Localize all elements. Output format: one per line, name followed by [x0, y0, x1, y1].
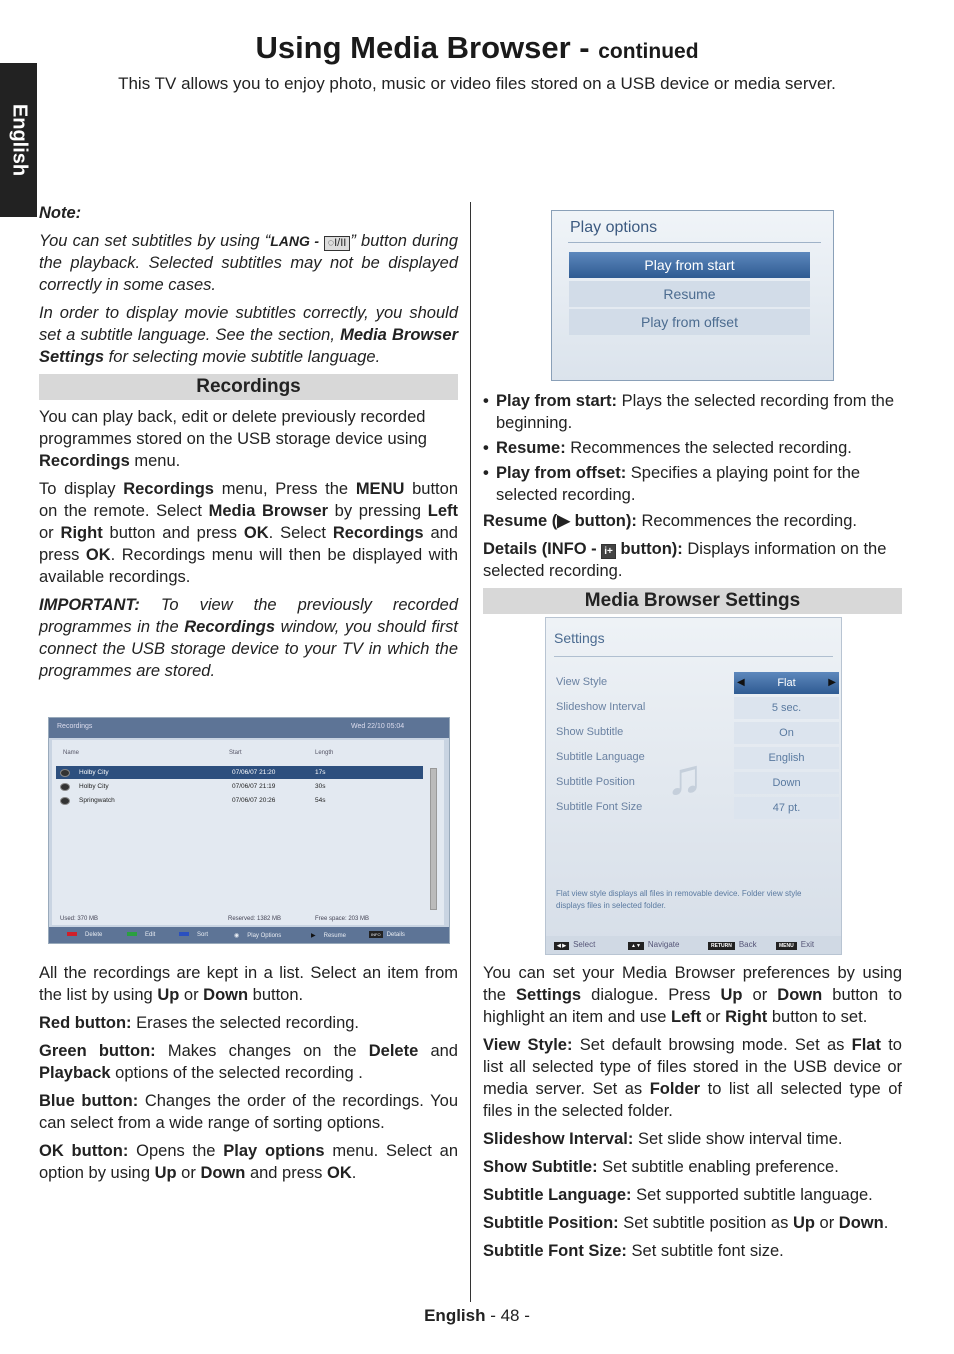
- play-option-desc-2: • Play from offset: Specifies a playing point for the selected recording.: [483, 462, 902, 506]
- settings-desc-0: You can set your Media Browser preferences by using the Settings dialogue. Press Up or Down button to highlight an item and use Left or Right button to set.: [483, 964, 902, 1026]
- details-button[interactable]: INFO Details: [371, 932, 405, 938]
- settings-descriptions: [483, 962, 902, 1268]
- setting-value[interactable]: Down: [734, 772, 839, 794]
- settings-title: Settings: [554, 630, 605, 646]
- table-row[interactable]: [56, 794, 423, 807]
- settings-desc-3: Show Subtitle: Set subtitle enabling preference.: [483, 1158, 839, 1176]
- play-key-icon: ▶: [311, 933, 316, 939]
- recordings-desc-4: OK button: Opens the Play options menu. Select an option by using Up or Down and press OK.: [39, 1142, 459, 1182]
- recordings-screenshot: [48, 717, 450, 944]
- setting-label: View Style: [556, 676, 608, 688]
- green-key-icon: [127, 932, 137, 936]
- cell-start: 07/06/07 20:26: [232, 797, 276, 804]
- play-options-title: Play options: [570, 219, 658, 236]
- recordings-desc-2: Green button: Makes changes on the Delete and Playback options of the selected recording .: [39, 1042, 458, 1082]
- cell-length: 54s: [315, 797, 326, 804]
- play-from-start-option[interactable]: Play from start: [569, 252, 810, 278]
- table-row[interactable]: [56, 780, 423, 793]
- settings-desc-1: View Style: Set default browsing mode. Set as Flat to list all selected type of files stored in the USB device or media server. Set as Folder to list all selected type of files in the selected folder.: [483, 1036, 902, 1120]
- resume-desc: Resume (▶ button): Recommences the recording.: [483, 512, 857, 530]
- recordings-desc-1: Red button: Erases the selected recording.: [39, 1014, 360, 1032]
- rec-list: Name Start Length Holby City 07/06/07 21:20 17s Holby City 07/06/07 21:19 30s Springwatch 07/06/07 20:26 54s Used: 370 MB Reserved: 1382 MB Free space: 203 MB: [52, 740, 444, 925]
- resume-button[interactable]: ▶ Resume: [311, 933, 346, 939]
- record-icon: [60, 797, 70, 805]
- setting-value[interactable]: On: [734, 722, 839, 744]
- setting-label: Subtitle Font Size: [556, 801, 643, 813]
- column-divider: [470, 202, 471, 1302]
- rec-button-bar: [49, 927, 449, 943]
- left-arrow-icon: ◀: [737, 677, 745, 688]
- sort-button[interactable]: Sort: [179, 932, 208, 938]
- recordings-desc-0: All the recordings are kept in a list. Select an item from the list by using Up or Down button.: [39, 964, 458, 1004]
- settings-screenshot: [545, 617, 842, 955]
- footer-select-button[interactable]: ◀ ▶ Select: [554, 940, 595, 950]
- rec-scrollbar[interactable]: [430, 768, 437, 910]
- record-icon: [60, 783, 70, 791]
- play-options-button[interactable]: ◉ Play Options: [234, 933, 282, 939]
- footer-navigate-button[interactable]: ▲▼ Navigate: [628, 940, 679, 950]
- recordings-para-1: You can play back, edit or delete previously recorded programmes stored on the USB storage device using Recordings menu.: [39, 408, 427, 470]
- language-tab: English: [0, 63, 37, 217]
- cell-start: 07/06/07 21:19: [232, 783, 276, 790]
- rec-header: Recordings Wed 22/10 05:04: [49, 718, 449, 738]
- cell-name: Holby City: [79, 783, 109, 790]
- settings-footer: [546, 936, 841, 954]
- note-label: Note:: [39, 204, 82, 222]
- table-row[interactable]: [56, 766, 423, 779]
- cell-start: 07/06/07 21:20: [232, 769, 276, 776]
- right-arrow-icon: ▶: [828, 677, 836, 688]
- play-option-desc-0: • Play from start: Plays the selected recording from the beginning.: [483, 390, 902, 434]
- recordings-heading: Recordings: [39, 374, 458, 400]
- note-para-1: You can set subtitles by using “LANG - ◌I/II ” button during the playback. Selected subtitles may not be displayed correctly in some cases.: [39, 232, 458, 294]
- info-key-icon: INFO: [371, 932, 381, 937]
- play-options-list: [483, 390, 902, 506]
- setting-value[interactable]: Flat ◀ ▶: [734, 672, 839, 694]
- setting-label: Slideshow Interval: [556, 701, 646, 713]
- footer-exit-button[interactable]: MENU Exit: [776, 940, 814, 950]
- recordings-desc-3: Blue button: Changes the order of the recordings. You can select from a wide range of sorting options.: [39, 1092, 459, 1132]
- settings-desc-4: Subtitle Language: Set supported subtitle language.: [483, 1186, 873, 1204]
- settings-desc-2: Slideshow Interval: Set slide show interval time.: [483, 1130, 843, 1148]
- footer-back-button[interactable]: RETURN Back: [708, 940, 757, 950]
- page-footer: English - 48 -: [424, 1306, 530, 1325]
- setting-value[interactable]: 47 pt.: [734, 797, 839, 819]
- play-icon: ▶: [557, 512, 570, 530]
- edit-button[interactable]: Edit: [127, 932, 155, 938]
- info-icon: i+: [601, 544, 616, 559]
- resume-option[interactable]: Resume: [569, 281, 810, 307]
- blue-key-icon: [179, 932, 189, 936]
- recordings-para-2: To display Recordings menu, Press the MENU button on the remote. Select Media Browser by pressing Left or Right button and press OK. Select Recordings and press OK. Recordings menu will then be displayed with available recordings.: [39, 480, 459, 586]
- play-from-offset-option[interactable]: Play from offset: [569, 309, 810, 335]
- page-title-suffix: continued: [598, 40, 699, 63]
- settings-description: Flat view style displays all files in removable device. Folder view style displays files in selected folder.: [556, 889, 802, 910]
- settings-desc-5: Subtitle Position: Set subtitle position as Up or Down.: [483, 1214, 889, 1232]
- cell-name: Springwatch: [79, 797, 115, 804]
- settings-desc-6: Subtitle Font Size: Set subtitle font size.: [483, 1242, 784, 1260]
- note-para-2: In order to display movie subtitles correctly, you should set a subtitle language. See the section, Media Browser Settings for selecting movie subtitle language.: [39, 304, 458, 366]
- setting-label: Subtitle Position: [556, 776, 635, 788]
- setting-value[interactable]: English: [734, 747, 839, 769]
- red-key-icon: [67, 932, 77, 936]
- setting-label: Show Subtitle: [556, 726, 624, 738]
- intro-text: This TV allows you to enjoy photo, music or video files stored on a USB device or media server.: [118, 74, 836, 93]
- setting-value[interactable]: 5 sec.: [734, 697, 839, 719]
- page-title: Using Media Browser - continued: [255, 30, 699, 65]
- music-note-icon: ♫: [666, 749, 704, 805]
- play-options-screenshot: [551, 210, 834, 381]
- details-desc: Details (INFO - i+ button): Displays information on the selected recording.: [483, 540, 887, 580]
- delete-button[interactable]: Delete: [67, 932, 102, 938]
- media-browser-settings-heading: Media Browser Settings: [483, 588, 902, 614]
- lang-key-icon: ◌I/II: [324, 236, 351, 251]
- setting-label: Subtitle Language: [556, 751, 645, 763]
- cell-length: 30s: [315, 783, 326, 790]
- cell-name: Holby City: [79, 769, 109, 776]
- recordings-buttons-text: [39, 962, 458, 1190]
- important-note: IMPORTANT: To view the previously recorded programmes in the Recordings window, you should first connect the USB storage device to your TV in which the programmes are stored.: [39, 596, 458, 680]
- cell-length: 17s: [315, 769, 326, 776]
- record-icon: [60, 769, 70, 777]
- ok-key-icon: ◉: [234, 933, 240, 939]
- play-option-desc-1: • Resume: Recommences the selected recording.: [483, 437, 902, 459]
